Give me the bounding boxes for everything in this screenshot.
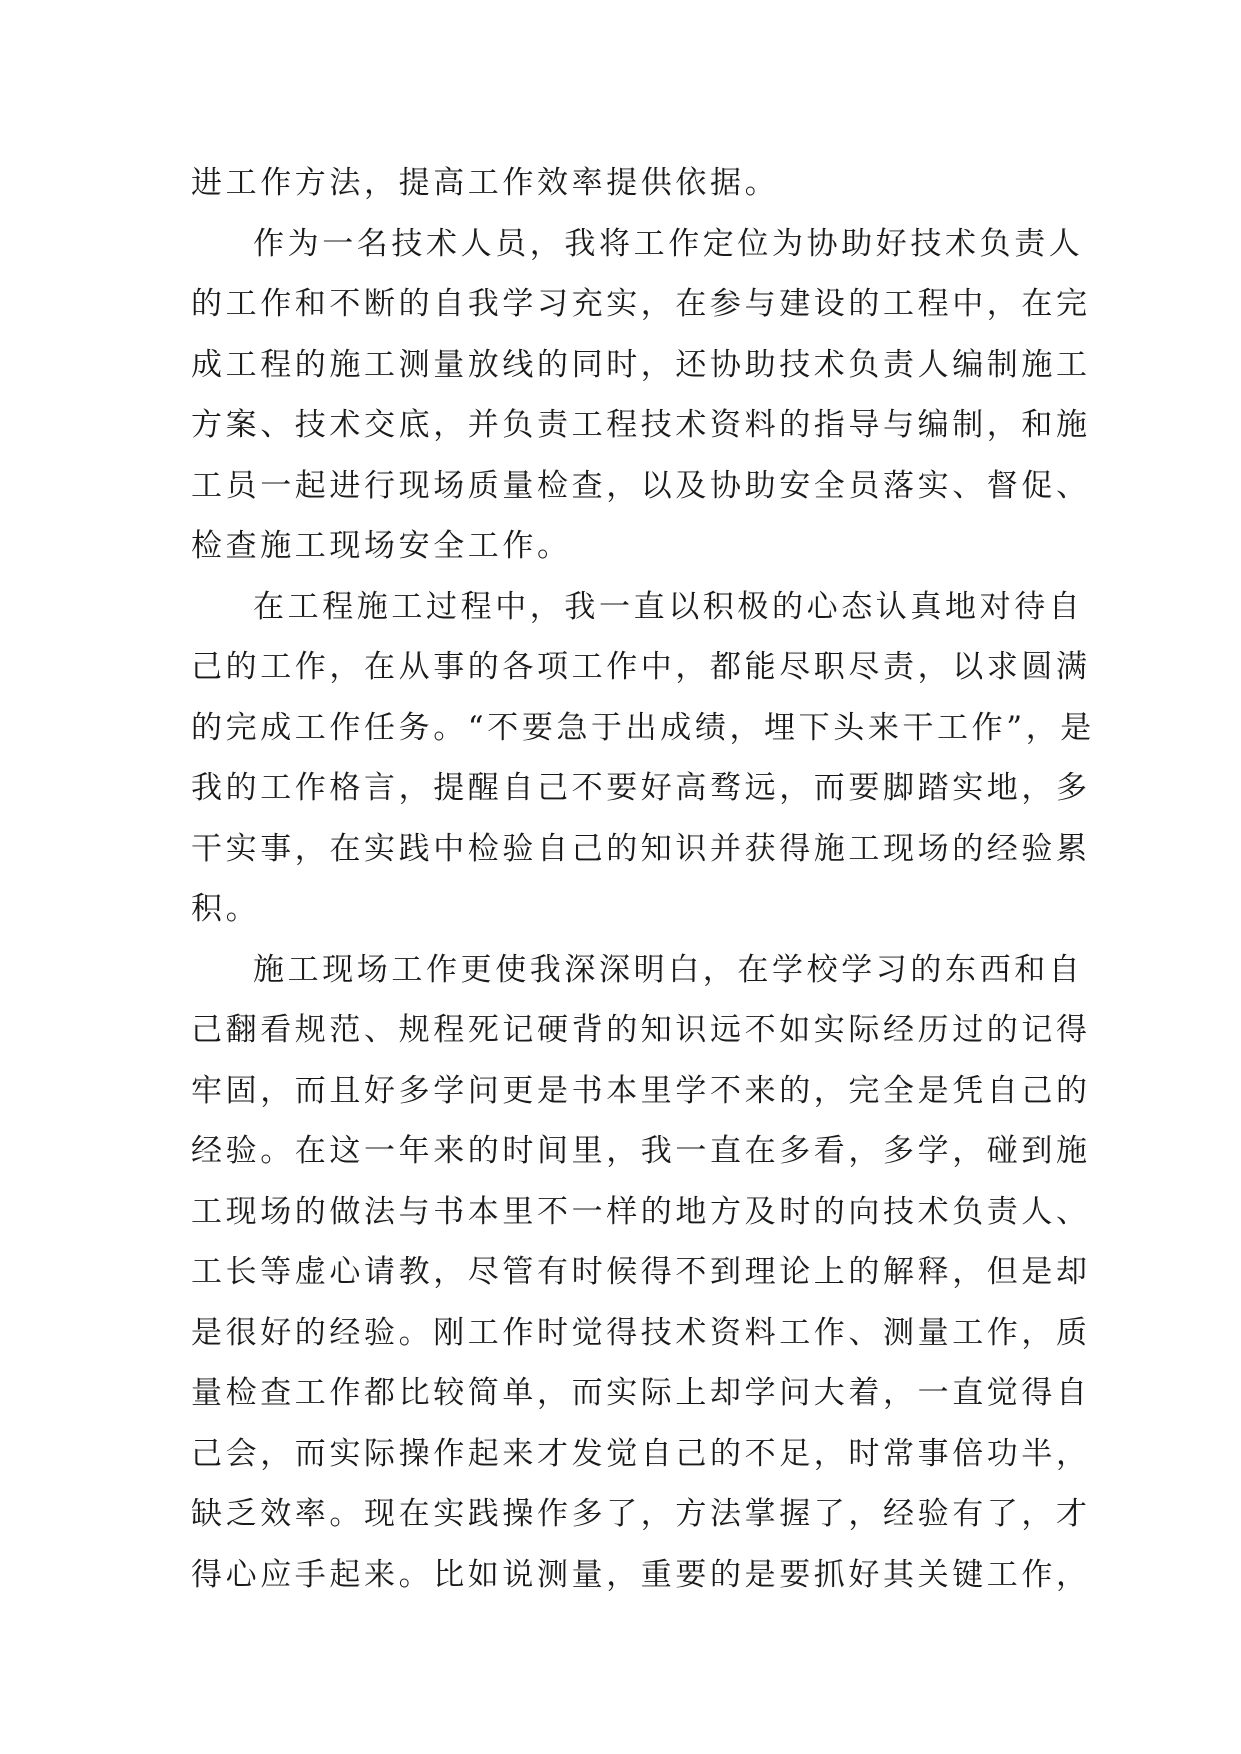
paragraph-line: 干实事，在实践中检验自己的知识并获得施工现场的经验累 (191, 830, 1091, 867)
paragraph-line: 是很好的经验。刚工作时觉得技术资料工作、测量工作，质 (191, 1314, 1091, 1351)
paragraph-line: 进工作方法，提高工作效率提供依据。 (191, 165, 780, 201)
paragraph-line: 的完成工作任务。“不要急于出成绩，埋下头来干工作”，是 (191, 709, 1095, 746)
paragraph-line: 检查施工现场安全工作。 (191, 528, 572, 564)
paragraph-line: 缺乏效率。现在实践操作多了，方法掌握了，经验有了，才 (191, 1496, 1091, 1532)
paragraph-line: 成工程的施工测量放线的同时，还协助技术负责人编制施工 (191, 346, 1091, 383)
paragraph-line: 我的工作格言，提醒自己不要好高骛远，而要脚踏实地，多 (191, 770, 1091, 806)
paragraph-line: 工长等虚心请教，尽管有时候得不到理论上的解释，但是却 (191, 1254, 1091, 1290)
paragraph-line: 量检查工作都比较简单，而实际上却学问大着，一直觉得自 (191, 1375, 1091, 1411)
paragraph-line: 工员一起进行现场质量检查，以及协助安全员落实、督促、 (191, 467, 1091, 504)
paragraph-line: 积。 (191, 891, 261, 927)
paragraph-line: 工现场的做法与书本里不一样的地方及时的向技术负责人、 (191, 1193, 1091, 1230)
paragraph-line: 经验。在这一年来的时间里，我一直在多看，多学，碰到施 (191, 1133, 1091, 1169)
paragraph-line: 己的工作，在从事的各项工作中，都能尽职尽责，以求圆满 (191, 649, 1091, 685)
paragraph-line: 己会，而实际操作起来才发觉自己的不足，时常事倍功半， (191, 1435, 1091, 1472)
paragraph-line: 得心应手起来。比如说测量，重要的是要抓好其关键工作， (191, 1556, 1091, 1593)
paragraph-line: 作为一名技术人员，我将工作定位为协助好技术负责人 (253, 225, 1084, 262)
paragraph-line: 的工作和不断的自我学习充实，在参与建设的工程中，在完 (191, 286, 1091, 322)
paragraph-line: 牢固，而且好多学问更是书本里学不来的，完全是凭自己的 (191, 1072, 1091, 1109)
paragraph-line: 施工现场工作更使我深深明白，在学校学习的东西和自 (253, 951, 1084, 988)
paragraph-line: 方案、技术交底，并负责工程技术资料的指导与编制，和施 (191, 407, 1091, 443)
document-body (191, 153, 1095, 1605)
paragraph-line: 己翻看规范、规程死记硬背的知识远不如实际经历过的记得 (191, 1012, 1091, 1048)
paragraph-line: 在工程施工过程中，我一直以积极的心态认真地对待自 (253, 588, 1084, 625)
